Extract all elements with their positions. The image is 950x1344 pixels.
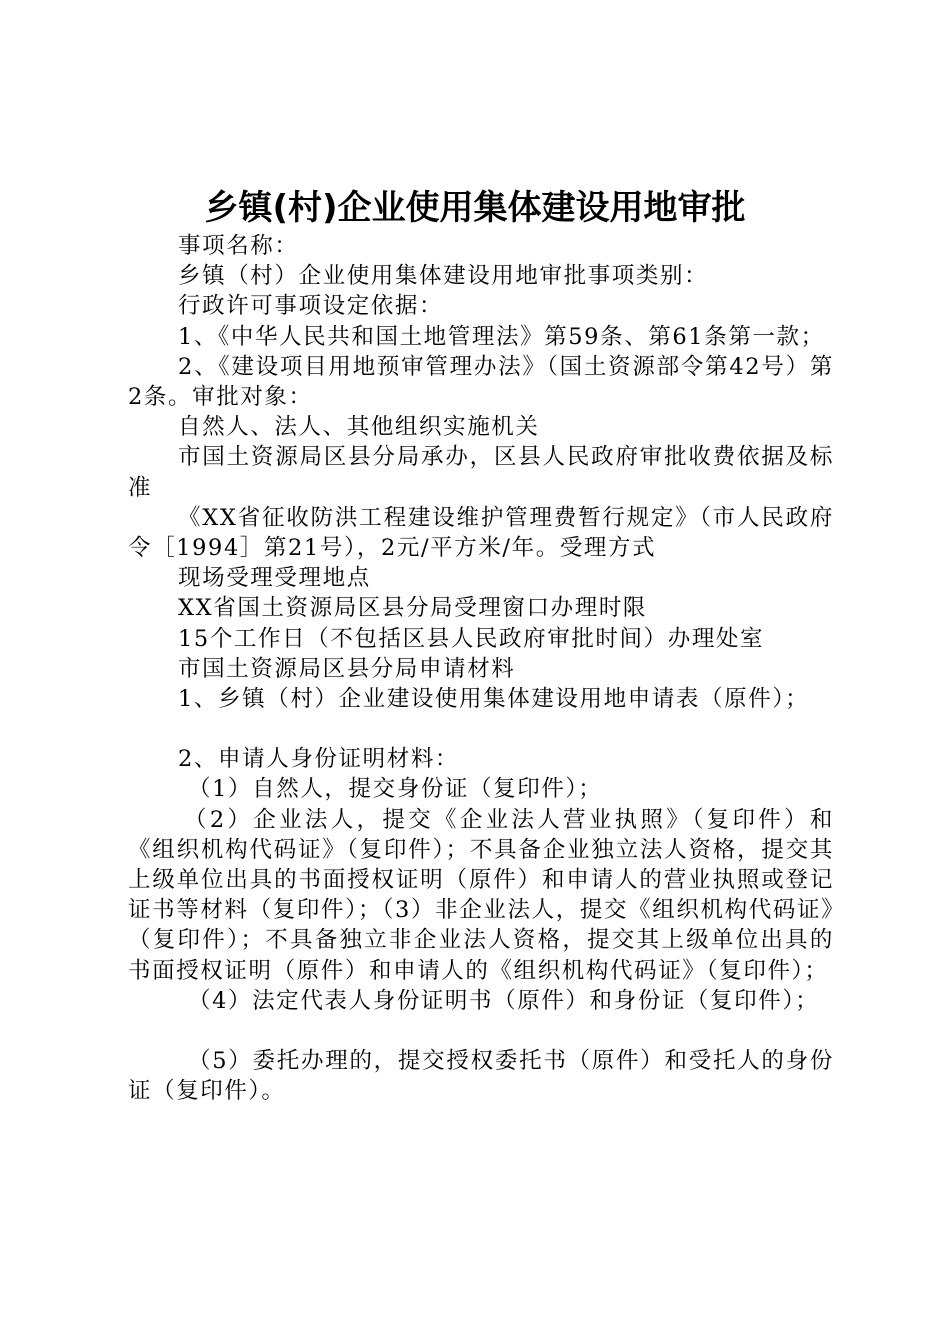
document-title: 乡镇(村)企业使用集体建设用地审批 — [204, 188, 746, 228]
paragraph-office: 市国土资源局区县分局申请材料 — [178, 655, 516, 682]
paragraph-basis-1: 1、《中华人民共和国土地管理法》第59条、第61条第一款； — [178, 323, 825, 350]
paragraph-agency: 市国土资源局区县分局承办，区县人民政府审批收费依据及标准 — [128, 444, 834, 501]
paragraph-natural-person: （1）自然人，提交身份证（复印件）； — [188, 776, 603, 803]
paragraph-legal-rep: （4）法定代表人身份证明书（原件）和身份证（复印件）； — [188, 987, 820, 1014]
paragraph-material-2: 2、申请人身份证明材料： — [178, 746, 460, 773]
paragraph-applicants: 自然人、法人、其他组织实施机关 — [178, 414, 540, 441]
paragraph-item-category: 乡镇（村）企业使用集体建设用地审批事项类别： — [178, 263, 709, 290]
paragraph-time-limit: 15个工作日（不包括区县人民政府审批时间）办理处室 — [178, 625, 765, 652]
paragraph-acceptance-place: XX省国土资源局区县分局受理窗口办理时限 — [178, 595, 648, 622]
paragraph-acceptance-mode: 现场受理受理地点 — [178, 565, 371, 592]
paragraph-basis-2: 2、《建设项目用地预审管理办法》（国土资源部令第42号）第2条。审批对象： — [128, 353, 834, 411]
paragraph-material-1: 1、乡镇（村）企业建设使用集体建设用地申请表（原件）； — [178, 686, 810, 713]
paragraph-legal-basis: 行政许可事项设定依据： — [178, 293, 444, 320]
paragraph-item-name: 事项名称： — [178, 233, 299, 259]
paragraph-fee-basis: 《XX省征收防洪工程建设维护管理费暂行规定》（市人民政府令［1994］第21号），2元/平方米/年。受理方式 — [128, 504, 834, 562]
paragraph-entrusted: （5）委托办理的，提交授权委托书（原件）和受托人的身份证（复印件）。 — [128, 1048, 834, 1105]
paragraph-enterprise: （2）企业法人，提交《企业法人营业执照》（复印件）和《组织机构代码证》（复印件）；不具备企业独立法人资格，提交其上级单位出具的书面授权证明（原件）和申请人的营业执照或登记证书等材料（复印件）；（3）非企业法人，提交《组织机构代码证》（复印件）；不具备独立非企业法人资格，提交其上级单位出具的书面授权证明（原件）和申请人的《组织机构代码证》（复印件）； — [128, 806, 834, 984]
document-body — [128, 231, 834, 1106]
